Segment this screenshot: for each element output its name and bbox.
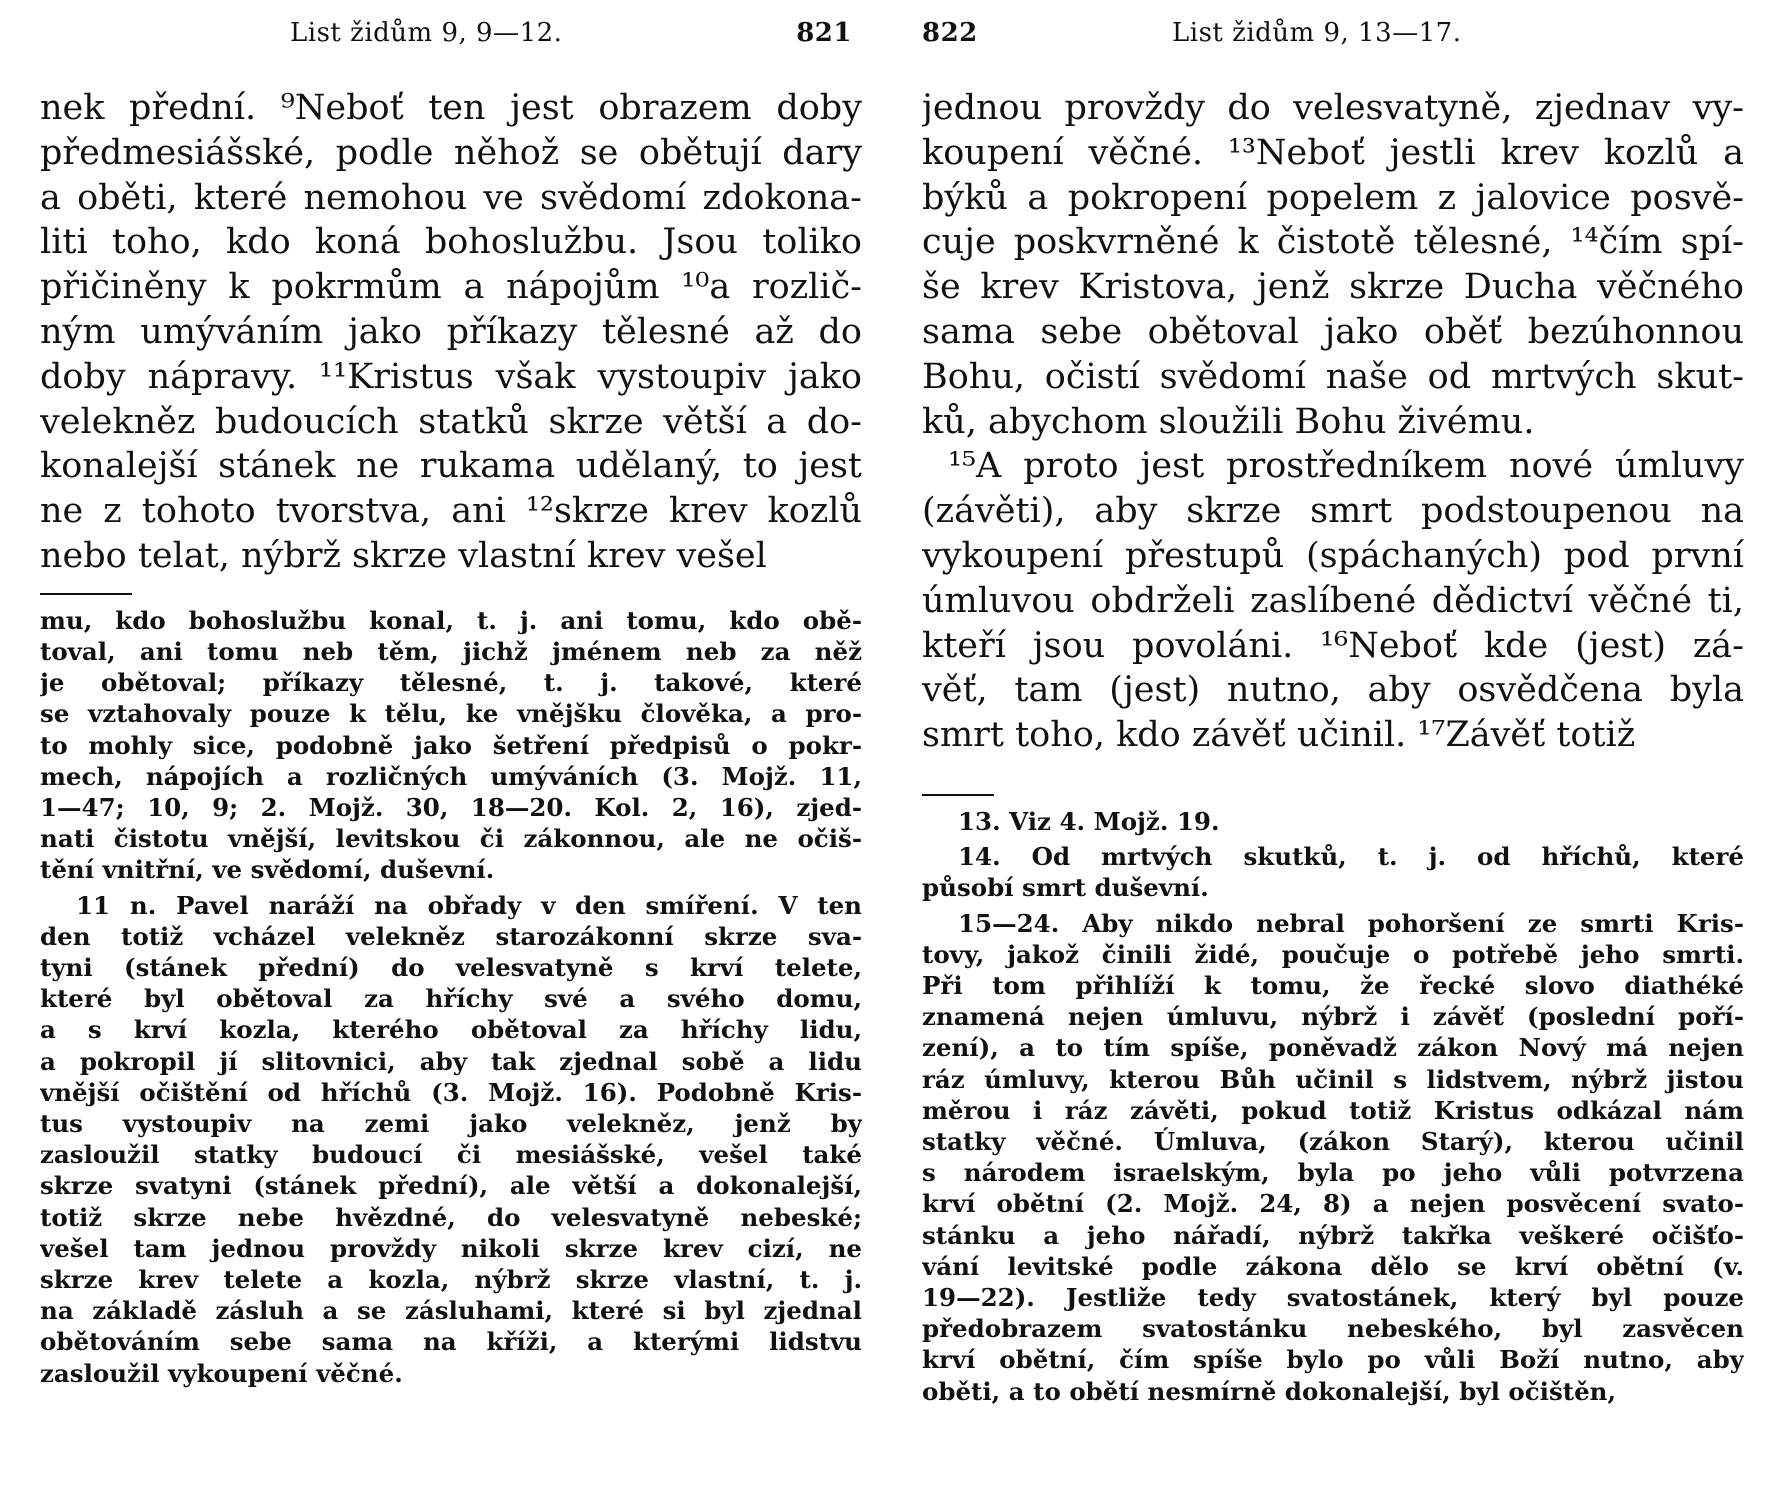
text-line: sama sebe obětoval jako oběť bezúhonnou xyxy=(922,311,1744,352)
footnote xyxy=(922,806,1744,837)
footnote-line: zasloužil vykoupení věčné. xyxy=(40,1358,403,1388)
page-number: 822 xyxy=(922,18,978,48)
text-line: přičiněny k pokrmům a nápojům ¹⁰a rozlič- xyxy=(40,267,862,308)
right-page-header xyxy=(922,0,1744,60)
left-page xyxy=(40,0,862,1500)
footnote-line: které byl obětoval za hříchy své a svého domu, xyxy=(40,984,862,1014)
footnote-line: toval, ani tomu neb těm, jichž jménem neb za něž xyxy=(40,636,862,666)
text-line: býků a pokropení popelem z jalovice posvě- xyxy=(922,177,1744,218)
footnote-line: oběti, a to obětí nesmírně dokonalejší, byl očištěn, xyxy=(922,1376,1617,1406)
footnote-line: krví obětní (2. Mojž. 24, 8) a nejen posvěcení svato- xyxy=(922,1189,1744,1219)
text-line: ným umýváním jako příkazy tělesné až do xyxy=(40,311,862,352)
text-line: a oběti, které nemohou ve svědomí zdokona- xyxy=(40,177,862,218)
text-line: še krev Kristova, jenž skrze Ducha věčného xyxy=(922,267,1744,308)
text-line: (závěti), aby skrze smrt podstoupenou na xyxy=(922,491,1744,532)
text-line: úmluvou obdrželi zaslíbené dědictví věčné ti, xyxy=(922,580,1744,621)
footnote-line: vání levitské podle zákona dělo se krví obětní (v. xyxy=(922,1251,1744,1281)
footnote-line: Při tom přihlíží k tomu, že řecké slovo diathéké xyxy=(922,970,1744,1000)
footnote-line: obětováním sebe sama na kříži, a kterými lidstvu xyxy=(40,1327,862,1357)
footnote-divider xyxy=(40,593,132,595)
text-line: ne z tohoto tvorstva, ani ¹²skrze krev kozlů xyxy=(40,491,862,532)
footnote-line: mu, kdo bohoslužbu konal, t. j. ani tomu, kdo obě- xyxy=(40,605,862,635)
text-line: nek přední. ⁹Neboť ten jest obrazem doby xyxy=(40,88,862,128)
footnote-line: tovy, jakož činili židé, poučuje o potřebě jeho smrti. xyxy=(922,939,1744,969)
footnote-line: 15—24. Aby nikdo nebral pohoršení ze smrti Kris- xyxy=(958,908,1744,938)
text-line: ¹⁵A proto jest prostředníkem nové úmluvy xyxy=(948,446,1744,487)
page-number: 821 xyxy=(796,18,852,48)
footnote-line: znamená nejen úmluvu, nýbrž i závěť (poslední poří- xyxy=(922,1002,1744,1032)
footnote-line: ráz úmluvy, kterou Bůh učinil s lidstvem, nýbrž jistou xyxy=(922,1064,1744,1094)
right-page xyxy=(922,0,1744,1500)
footnote-divider xyxy=(922,794,994,796)
text-line: předmesiášské, podle něhož se obětují dary xyxy=(40,132,862,173)
running-title: List židům 9, 9—12. xyxy=(290,18,563,48)
footnote-line: působí smrt duševní. xyxy=(922,873,1209,903)
footnote-line: mech, nápojích a rozličných umýváních (3. Mojž. 11, xyxy=(40,761,862,791)
footnote-line: s národem israelským, byla po jeho vůli potvrzena xyxy=(922,1158,1744,1188)
text-line: koupení věčné. ¹³Neboť jestli krev kozlů a xyxy=(922,132,1744,173)
footnote-line: skrze svatyni (stánek přední), ale větší a dokonalejší, xyxy=(40,1171,862,1201)
footnote xyxy=(922,908,1744,1407)
text-line: nebo telat, nýbrž skrze vlastní krev vešel xyxy=(40,535,767,576)
text-line: doby nápravy. ¹¹Kristus však vystoupiv jako xyxy=(40,356,862,397)
footnote-line: měrou i ráz závěti, pokud totiž Kristus odkázal nám xyxy=(922,1095,1744,1125)
footnote-line: vešel tam jednou provždy nikoli skrze krev cizí, ne xyxy=(40,1233,862,1263)
left-page-header xyxy=(40,0,862,60)
text-line: kteří jsou povoláni. ¹⁶Neboť kde (jest) zá- xyxy=(922,625,1744,666)
footnote-line: nati čistotu vnější, levitskou či zákonnou, ale ne očiš- xyxy=(40,824,862,854)
footnote-line: na základě zásluh a se zásluhami, které si byl zjednal xyxy=(40,1296,862,1326)
footnote-line: vnější očištění od hříchů (3. Mojž. 16). Podobně Kris- xyxy=(40,1077,862,1107)
text-line: konalejší stánek ne rukama udělaný, to jest xyxy=(40,446,862,487)
footnote-line: tus vystoupiv na zemi jako velekněz, jenž by xyxy=(40,1109,862,1139)
footnote xyxy=(922,841,1744,903)
footnote-line: den totiž vcházel velekněz starozákonní skrze sva- xyxy=(40,921,862,951)
main-text xyxy=(922,86,1744,758)
footnote-line: 11 n. Pavel naráží na obřady v den smíření. V ten xyxy=(76,890,862,920)
text-line: cuje poskvrněné k čistotě tělesné, ¹⁴čím spí- xyxy=(922,222,1744,263)
footnote-line: a pokropil jí slitovnici, aby tak zjednal sobě a lidu xyxy=(40,1046,862,1076)
footnote-line: se vztahovaly pouze k tělu, ke vnějšku člověka, a pro- xyxy=(40,699,862,729)
footnotes xyxy=(40,605,862,1389)
text-line: vykoupení přestupů (spáchaných) pod první xyxy=(922,535,1744,576)
footnote-line: zení), a to tím spíše, poněvadž zákon Nový má nejen xyxy=(922,1033,1744,1063)
footnote-line: je obětoval; příkazy tělesné, t. j. takové, které xyxy=(40,668,862,698)
footnote-line: 1—47; 10, 9; 2. Mojž. 30, 18—20. Kol. 2, 16), zjed- xyxy=(40,792,862,822)
footnote-line: statky věčné. Úmluva, (zákon Starý), kterou učinil xyxy=(922,1126,1744,1156)
text-line: věť, tam (jest) nutno, aby osvědčena byla xyxy=(922,670,1744,711)
running-title: List židům 9, 13—17. xyxy=(1172,18,1462,48)
text-line: jednou provždy do velesvatyně, zjednav vy- xyxy=(922,88,1744,128)
footnote-line: tění vnitřní, ve svědomí, duševní. xyxy=(40,855,495,885)
text-line: Bohu, očistí svědomí naše od mrtvých skut- xyxy=(922,356,1744,397)
footnote-line: to mohly sice, podobně jako šetření předpisů o pokr- xyxy=(40,730,862,760)
text-line: ků, abychom sloužili Bohu živému. xyxy=(922,401,1535,442)
footnote-line: 19—22). Jestliže tedy svatostánek, který byl pouze xyxy=(922,1283,1744,1312)
footnote-line: a s krví kozla, kterého obětoval za hříchy lidu, xyxy=(40,1015,862,1045)
footnote-line: skrze krev telete a kozla, nýbrž skrze vlastní, t. j. xyxy=(40,1265,862,1295)
footnote-line: krví obětní, čím spíše bylo po vůli Boží nutno, aby xyxy=(922,1345,1744,1375)
footnote-line: stánku a jeho nářadí, nýbrž takřka veškeré očišťo- xyxy=(922,1220,1744,1250)
footnote-line: 14. Od mrtvých skutků, t. j. od hříchů, které xyxy=(958,842,1744,872)
footnote-line: zasloužil statky budoucí či mesiášské, vešel také xyxy=(40,1140,862,1170)
text-line: velekněz budoucích statků skrze větší a do- xyxy=(40,401,862,442)
main-text xyxy=(40,86,862,579)
footnotes xyxy=(922,806,1744,1407)
footnote xyxy=(40,890,862,1389)
footnote-line: totiž skrze nebe hvězdné, do velesvatyně nebeské; xyxy=(40,1202,862,1232)
text-line: liti toho, kdo koná bohoslužbu. Jsou toliko xyxy=(40,222,862,263)
footnote-line: tyni (stánek přední) do velesvatyně s krví telete, xyxy=(40,953,862,982)
footnote-line: 13. Viz 4. Mojž. 19. xyxy=(958,806,1220,836)
footnote-line: předobrazem svatostánku nebeského, byl zasvěcen xyxy=(922,1314,1744,1344)
text-line: smrt toho, kdo závěť učinil. ¹⁷Závěť totiž xyxy=(922,715,1636,756)
footnote xyxy=(40,605,862,886)
